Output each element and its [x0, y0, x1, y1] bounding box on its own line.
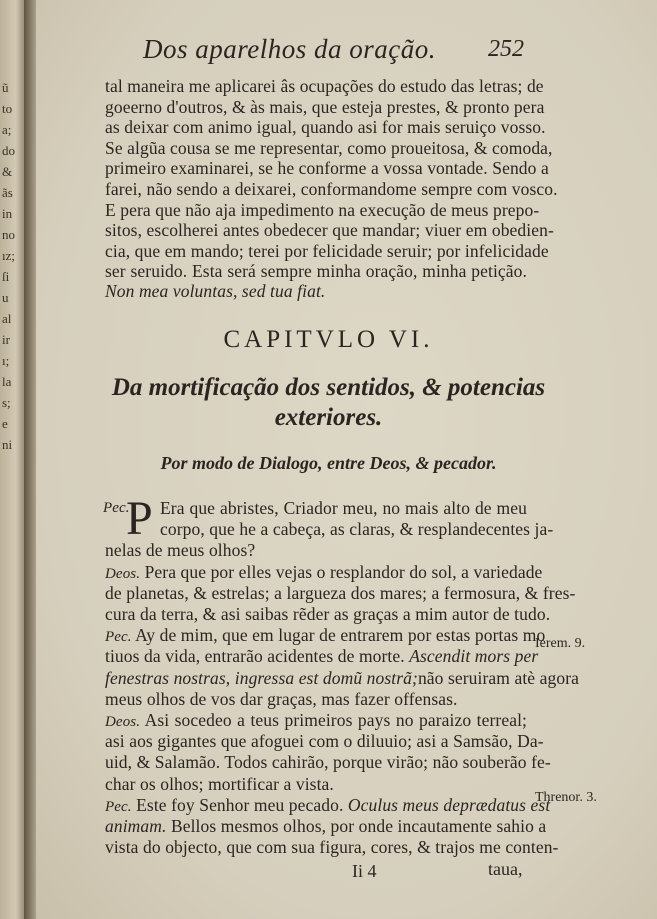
facing-page-fragment: no [2, 227, 15, 242]
dialogue-text: Era que abristes, Criador meu, no mais alto de meu [160, 498, 527, 518]
text-line: primeiro examinarei, se he conforme a vossa vontade. Sendo a [105, 158, 549, 179]
facing-page-fragment: ız; [2, 248, 15, 263]
latin-quote: animam. [105, 816, 167, 836]
dialogue-line [105, 710, 527, 732]
dialogue-text: cura da terra, & asi saibas rẽder as graças a mim autor de tudo. [105, 604, 551, 624]
dialogue-line [160, 519, 554, 540]
dialogue-line [105, 689, 527, 709]
dialogue-text: char os olhos; mortificar a vista. [105, 773, 334, 794]
dialogue-line [105, 646, 539, 667]
catchword: taua, [488, 859, 523, 879]
dialogue-text: tiuos da vida, entrarão acidentes de morte. [105, 646, 410, 667]
dialogue-line [105, 582, 576, 603]
facing-page-fragment: al [2, 311, 12, 326]
facing-page-fragment: ſi [2, 269, 10, 284]
text-line: ser seruido. Esta será sempre minha oração, minha petição. [105, 261, 527, 282]
dialogue-text: corpo, que he a cabeça, as claras, & resplandecentes ja- [160, 519, 554, 540]
dialogue-line [105, 837, 559, 858]
facing-page-fragment: ı; [2, 353, 10, 368]
facing-page-fragment: ni [2, 437, 13, 452]
speaker-label: Deos. [105, 714, 141, 730]
dialogue-text: uid, & Salamão. Todos cahirão, porque virão; não souberão fe- [105, 752, 551, 773]
facing-page-fragment: do [2, 143, 15, 158]
dialogue-line [105, 752, 551, 773]
facing-page-fragment: u [2, 290, 9, 305]
text-line: cia, que em mando; terei por felicidade seruir; por infelicidade [105, 240, 549, 261]
dialogue-line [105, 794, 551, 817]
facing-page-fragment: to [2, 101, 13, 116]
dialogue-text: meus olhos de vos dar graças, mas fazer offensas. [105, 688, 458, 709]
dialogue-line [105, 604, 551, 624]
latin-quote: Ascendit mors per [409, 646, 539, 667]
facing-page-fragment: la [2, 374, 12, 389]
text-line: tal maneira me aplicarei âs ocupações do estudo das letras; de [105, 76, 544, 96]
dialogue-line [105, 561, 543, 584]
dialogue-text: Ay de mim, que em lugar de entrarem por estas portas mo [135, 625, 546, 646]
latin-quote: Oculus meus deprædatus est [347, 794, 551, 815]
drop-cap: P [126, 492, 153, 545]
margin-note: Threnor. 3. [535, 790, 597, 805]
facing-page-fragment: & [2, 164, 13, 179]
chapter-subtitle: Por modo de Dialogo, entre Deos, & pecador. [160, 453, 497, 473]
signature-mark: Ii 4 [352, 861, 377, 881]
chapter-heading: CAPITVLO VI. [223, 326, 434, 353]
dialogue-line [105, 667, 580, 688]
facing-page-fragment: in [2, 206, 13, 221]
speaker-label: Pec. [105, 629, 132, 646]
dialogue-text: Asi socedeo a teus primeiros pays no paraizo terreal; [144, 710, 527, 730]
dialogue-text: asi aos gigantes que afoguei com o diluuio; asi a Samsão, Da- [105, 731, 544, 752]
dialogue-text: nelas de meus olhos? [105, 540, 256, 561]
latin-close: Non mea voluntas, sed tua fiat. [105, 281, 326, 301]
speaker-label: Pec. [105, 798, 132, 815]
chapter-title: Da mortificação dos sentidos, & potencias [111, 374, 546, 401]
page-number: 252 [488, 36, 524, 62]
text-line: Se algũa cousa se me representar, como proueitosa, & comoda, [105, 137, 553, 158]
dialogue-text: Bellos mesmos olhos, por onde incautamente sahio a [166, 816, 547, 836]
text-line: as deixar com animo igual, quando asi for mais seruiço vosso. [105, 117, 546, 138]
margin-note: Ierem. 9. [535, 636, 586, 651]
dialogue-line [105, 540, 527, 560]
dialogue-line [105, 731, 544, 752]
chapter-title-cont: exteriores. [274, 404, 383, 431]
text-line: E pera que não aja impedimento na execução de meus prepo- [105, 199, 540, 220]
text-line: sitos, escolherei antes obedecer que mandar; viuer em obedien- [105, 220, 554, 241]
speaker-label: Pec. [103, 500, 130, 516]
dialogue-text: não seruiram atè agora [417, 667, 580, 688]
running-title: Dos aparelhos da oração. [143, 34, 436, 64]
text-line: farei, não sendo a deixarei, conformandome sempre com vosco. [105, 179, 558, 199]
facing-page-fragment: a; [2, 122, 12, 137]
facing-page-fragment: ãs [2, 185, 13, 200]
dialogue-text: Pera que por elles vejas o resplandor do sol, a variedade [144, 561, 543, 582]
dialogue-text: de planetas, & estrelas; a largueza dos mares; a fermosura, & fres- [105, 582, 576, 603]
dialogue-line [103, 498, 527, 518]
facing-page-fragment: ir [2, 332, 10, 347]
facing-page-fragment: s; [2, 395, 11, 410]
facing-page-fragment: ũ [2, 80, 9, 95]
dialogue-text: vista do objecto, que com sua figura, cores, & trajos me conten- [105, 837, 559, 858]
dialogue-text: Este foy Senhor meu pecado. [136, 794, 348, 815]
latin-quote: fenestras nostras, ingressa est domũ nostrã; [105, 667, 418, 688]
dialogue-line [105, 774, 527, 794]
speaker-label: Deos. [105, 565, 141, 582]
facing-page-fragment: e [2, 416, 8, 431]
dialogue-line [105, 816, 547, 836]
dialogue-line [105, 625, 546, 647]
text-line: goeerno d'outros, & às mais, que esteja prestes, & pronto pera [105, 96, 545, 117]
